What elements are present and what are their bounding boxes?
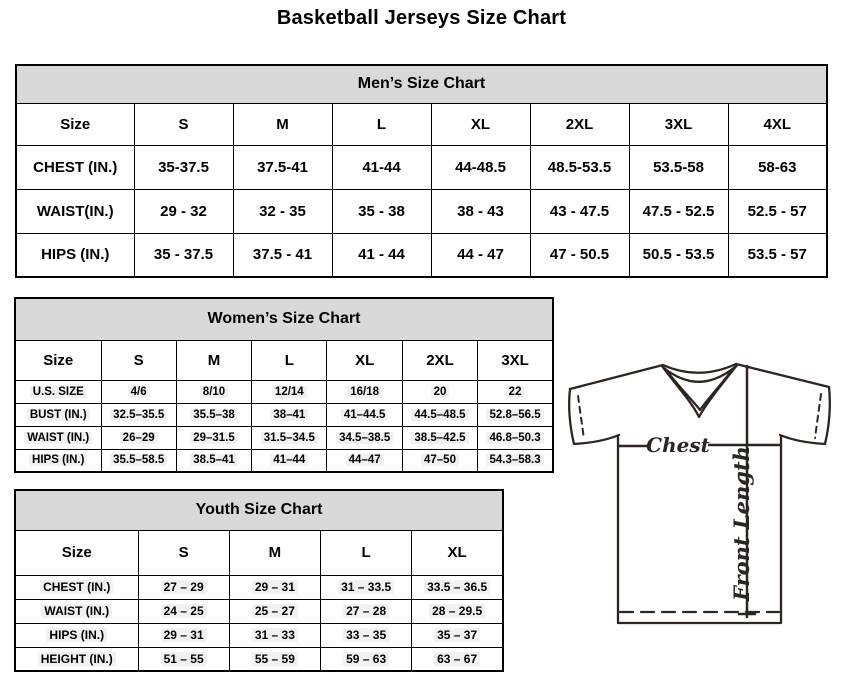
value-cell [478, 380, 553, 403]
cell-value: 34.5–38.5 [336, 432, 393, 444]
cell-value: 27 – 28 [343, 604, 389, 618]
column-header: 4XL [728, 103, 827, 145]
column-header: 3XL [629, 103, 728, 145]
cell-value: 26–29 [120, 432, 158, 444]
cell-value: 4/6 [128, 386, 150, 398]
cell-value: 41-44 [362, 158, 401, 176]
row-label [15, 575, 138, 599]
cell-value: 29 – 31 [252, 580, 298, 594]
cell-value: 27 – 29 [161, 580, 207, 594]
women-size-table [14, 297, 554, 473]
cell-value: 33.5 – 36.5 [424, 580, 490, 594]
column-header: XL [431, 103, 530, 145]
front-length-label: Front Length [729, 446, 754, 601]
cell-value: 41–44 [270, 454, 308, 466]
cell-value: 44 - 47 [457, 246, 504, 264]
cell-value: 29 - 32 [160, 202, 207, 220]
cell-value: 20 [431, 386, 450, 398]
value-cell [728, 145, 827, 189]
cell-value: 32 - 35 [259, 202, 306, 220]
value-cell [233, 145, 332, 189]
table-caption: Women’s Size Chart [15, 298, 553, 340]
cell-value: 52.5 - 57 [747, 202, 807, 220]
men-size-table [15, 64, 828, 278]
cell-value: 50.5 - 53.5 [642, 246, 715, 264]
table-row [15, 449, 553, 472]
value-cell [332, 189, 431, 233]
value-cell [478, 449, 553, 472]
youth-size-table [14, 489, 504, 672]
value-cell [134, 233, 233, 277]
row-label [15, 380, 101, 403]
page-title: Basketball Jerseys Size Chart [276, 7, 567, 29]
row-label [15, 623, 138, 647]
cell-value: 38–41 [270, 409, 308, 421]
cell-value: 29 – 31 [161, 628, 207, 642]
row-label-text: HIPS (IN.) [29, 454, 87, 466]
table-row [15, 575, 503, 599]
value-cell [176, 426, 251, 449]
value-cell [530, 233, 629, 277]
value-cell [138, 575, 229, 599]
table-row [15, 426, 553, 449]
table-row [15, 623, 503, 647]
value-cell [101, 380, 176, 403]
row-label [15, 599, 138, 623]
cell-value: 58-63 [758, 158, 797, 176]
cell-value: 43 - 47.5 [549, 202, 610, 220]
cell-value: 55 – 59 [252, 652, 298, 666]
value-cell [229, 623, 320, 647]
row-label [16, 145, 134, 189]
row-label-text: CHEST (IN.) [33, 158, 118, 176]
row-label-text: WAIST (IN.) [41, 604, 112, 618]
value-cell [327, 380, 402, 403]
value-cell [101, 403, 176, 426]
row-label-text: U.S. SIZE [30, 386, 87, 398]
value-cell [138, 623, 229, 647]
cell-value: 44.5–48.5 [411, 409, 468, 421]
column-header: XL [412, 530, 503, 575]
jersey-cuff-stitch-right [815, 394, 821, 438]
value-cell [176, 449, 251, 472]
value-cell [402, 426, 477, 449]
cell-value: 46.8–50.3 [486, 432, 543, 444]
value-cell [728, 189, 827, 233]
jersey-body-outline [618, 437, 781, 623]
column-header: M [176, 340, 251, 380]
value-cell [252, 403, 327, 426]
cell-value: 37.5-41 [257, 158, 308, 176]
cell-value: 35 - 37.5 [153, 246, 214, 264]
table-row [15, 647, 503, 671]
cell-value: 54.3–58.3 [486, 454, 543, 466]
cell-value: 38 - 43 [457, 202, 504, 220]
value-cell [134, 145, 233, 189]
table-row [16, 145, 827, 189]
cell-value: 31 – 33 [252, 628, 298, 642]
cell-value: 8/10 [200, 386, 228, 398]
value-cell [478, 403, 553, 426]
value-cell [412, 647, 503, 671]
jersey-sleeve-right [780, 387, 830, 444]
value-cell [412, 575, 503, 599]
row-label-text: HIPS (IN.) [46, 628, 107, 642]
column-header: XL [327, 340, 402, 380]
jersey-shoulder-right [736, 364, 829, 387]
value-cell [252, 426, 327, 449]
value-cell [229, 647, 320, 671]
column-header: L [321, 530, 412, 575]
cell-value: 33 – 35 [343, 628, 389, 642]
cell-value: 37.5 - 41 [252, 246, 313, 264]
cell-value: 41–44.5 [341, 409, 389, 421]
jersey-shoulder-left [570, 365, 663, 389]
column-header: S [134, 103, 233, 145]
column-header: 2XL [402, 340, 477, 380]
value-cell [431, 145, 530, 189]
jersey-collar-top [663, 364, 736, 373]
value-cell [321, 575, 412, 599]
row-label-text: WAIST (IN.) [24, 432, 92, 444]
value-cell [478, 426, 553, 449]
cell-value: 52.8–56.5 [486, 409, 543, 421]
cell-value: 47.5 - 52.5 [642, 202, 715, 220]
cell-value: 28 – 29.5 [429, 604, 485, 618]
value-cell [530, 189, 629, 233]
jersey-sleeve-left [569, 389, 619, 444]
row-label [15, 647, 138, 671]
column-header: L [252, 340, 327, 380]
value-cell [229, 599, 320, 623]
cell-value: 35.5–58.5 [110, 454, 167, 466]
value-cell [332, 233, 431, 277]
jersey-cuff-stitch-left [578, 396, 584, 439]
value-cell [176, 380, 251, 403]
cell-value: 16/18 [347, 386, 382, 398]
chest-label: Chest [646, 433, 710, 457]
value-cell [229, 575, 320, 599]
cell-value: 35.5–38 [190, 409, 238, 421]
value-cell [321, 599, 412, 623]
value-cell [332, 145, 431, 189]
row-label-text: BUST (IN.) [27, 409, 90, 421]
cell-value: 53.5-58 [653, 158, 704, 176]
cell-value: 35-37.5 [158, 158, 209, 176]
value-cell [138, 647, 229, 671]
value-cell [402, 449, 477, 472]
column-header: M [233, 103, 332, 145]
value-cell [321, 647, 412, 671]
value-cell [728, 233, 827, 277]
cell-value: 24 – 25 [161, 604, 207, 618]
value-cell [101, 449, 176, 472]
value-cell [431, 233, 530, 277]
cell-value: 44–47 [346, 454, 384, 466]
table-row [15, 599, 503, 623]
value-cell [327, 449, 402, 472]
cell-value: 38.5–41 [190, 454, 238, 466]
cell-value: 22 [506, 386, 525, 398]
value-cell [412, 599, 503, 623]
value-cell [431, 189, 530, 233]
column-header: Size [16, 103, 134, 145]
column-header: 2XL [530, 103, 629, 145]
value-cell [176, 403, 251, 426]
table-row [15, 380, 553, 403]
cell-value: 47 - 50.5 [549, 246, 610, 264]
column-header: S [138, 530, 229, 575]
cell-value: 12/14 [272, 386, 307, 398]
row-label-text: HIPS (IN.) [41, 246, 110, 264]
row-label [16, 233, 134, 277]
row-label [15, 426, 101, 449]
cell-value: 32.5–35.5 [110, 409, 167, 421]
cell-value: 63 – 67 [434, 652, 480, 666]
value-cell [252, 449, 327, 472]
column-header: S [101, 340, 176, 380]
value-cell [530, 145, 629, 189]
value-cell [629, 233, 728, 277]
cell-value: 41 - 44 [358, 246, 405, 264]
value-cell [327, 426, 402, 449]
cell-value: 38.5–42.5 [411, 432, 468, 444]
cell-value: 44-48.5 [455, 158, 506, 176]
cell-value: 25 – 27 [252, 604, 298, 618]
cell-value: 35 - 38 [358, 202, 405, 220]
cell-value: 29–31.5 [190, 432, 238, 444]
value-cell [233, 189, 332, 233]
row-label-text: HEIGHT (IN.) [38, 652, 116, 666]
table-row [16, 233, 827, 277]
value-cell [321, 623, 412, 647]
cell-value: 48.5-53.5 [547, 158, 612, 176]
value-cell [402, 380, 477, 403]
value-cell [412, 623, 503, 647]
cell-value: 53.5 - 57 [747, 246, 807, 264]
value-cell [233, 233, 332, 277]
value-cell [629, 145, 728, 189]
column-header: L [332, 103, 431, 145]
table-caption: Men’s Size Chart [16, 65, 827, 103]
table-caption: Youth Size Chart [15, 490, 503, 530]
table-row [15, 403, 553, 426]
table-row [16, 189, 827, 233]
row-label [15, 403, 101, 426]
cell-value: 59 – 63 [343, 652, 389, 666]
cell-value: 47–50 [421, 454, 459, 466]
cell-value: 35 – 37 [434, 628, 480, 642]
row-label-text: WAIST(IN.) [36, 202, 114, 220]
value-cell [327, 403, 402, 426]
column-header: 3XL [478, 340, 553, 380]
value-cell [134, 189, 233, 233]
value-cell [402, 403, 477, 426]
value-cell [252, 380, 327, 403]
row-label-text: CHEST (IN.) [40, 580, 113, 594]
cell-value: 31.5–34.5 [261, 432, 318, 444]
cell-value: 51 – 55 [161, 652, 207, 666]
column-header: Size [15, 530, 138, 575]
column-header: Size [15, 340, 101, 380]
value-cell [138, 599, 229, 623]
row-label [16, 189, 134, 233]
value-cell [629, 189, 728, 233]
row-label [15, 449, 101, 472]
cell-value: 31 – 33.5 [338, 580, 394, 594]
value-cell [101, 426, 176, 449]
jersey-diagram [557, 355, 842, 645]
column-header: M [229, 530, 320, 575]
